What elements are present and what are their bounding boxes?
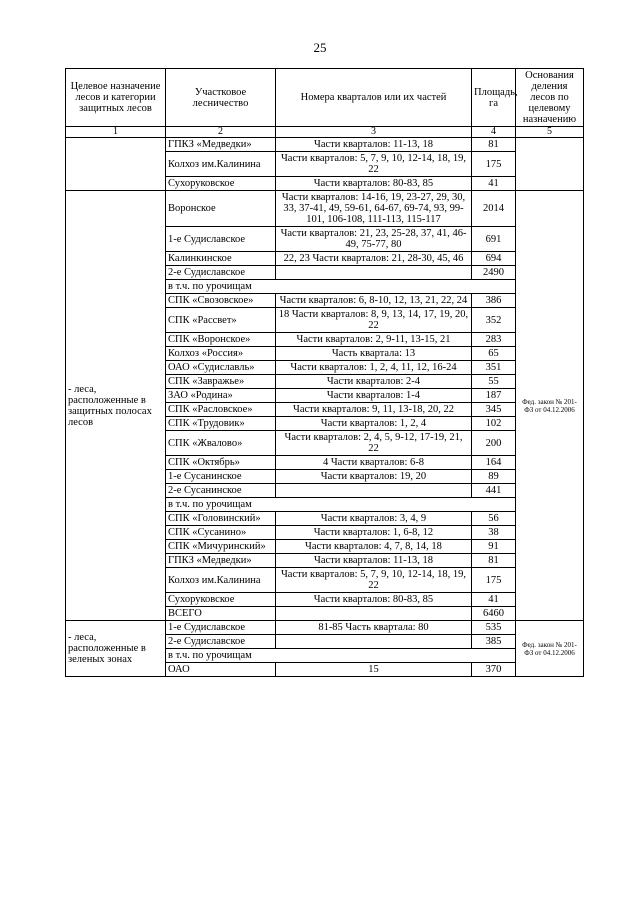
forestry-cell: ОАО «Судиславль» — [166, 361, 276, 375]
col-number: 1 — [66, 127, 166, 138]
quarters-cell: Части кварталов: 2-4 — [276, 375, 472, 389]
area-cell: 283 — [472, 333, 516, 347]
quarters-cell: 22, 23 Части кварталов: 21, 28-30, 45, 46 — [276, 252, 472, 266]
quarters-cell: Части кварталов: 2, 9-11, 13-15, 21 — [276, 333, 472, 347]
forestry-cell: Воронское — [166, 191, 276, 227]
category-cell — [66, 138, 166, 191]
area-cell: 441 — [472, 484, 516, 498]
quarters-cell — [276, 607, 472, 621]
forestry-cell: СПК «Свозовское» — [166, 294, 276, 308]
forestry-cell: СПК «Воронское» — [166, 333, 276, 347]
quarters-cell: Части кварталов: 11-13, 18 — [276, 138, 472, 152]
area-cell: 351 — [472, 361, 516, 375]
forestry-cell: ВСЕГО — [166, 607, 276, 621]
area-cell: 102 — [472, 417, 516, 431]
header-quarters: Номера кварталов или их частей — [276, 69, 472, 127]
quarters-cell: Части кварталов: 2, 4, 5, 9-12, 17-19, 21, 22 — [276, 431, 472, 456]
area-cell: 89 — [472, 470, 516, 484]
forestry-cell: 2-е Судиславское — [166, 635, 276, 649]
col-number: 5 — [516, 127, 584, 138]
forestry-cell: СПК «Сусанино» — [166, 526, 276, 540]
area-cell: 386 — [472, 294, 516, 308]
area-cell: 65 — [472, 347, 516, 361]
quarters-cell: 15 — [276, 663, 472, 677]
forest-table — [65, 68, 584, 677]
forestry-cell: Колхоз им.Калинина — [166, 152, 276, 177]
header-forestry: Участковое лесничество — [166, 69, 276, 127]
quarters-cell — [276, 484, 472, 498]
table-row — [66, 621, 584, 635]
subgroup-label: в т.ч. по урочищам — [166, 498, 516, 512]
forestry-cell: Калинкинское — [166, 252, 276, 266]
col-number: 3 — [276, 127, 472, 138]
area-cell: 56 — [472, 512, 516, 526]
quarters-cell: Часть квартала: 13 — [276, 347, 472, 361]
basis-cell — [516, 138, 584, 191]
forestry-cell: 2-е Судиславское — [166, 266, 276, 280]
forestry-cell: ЗАО «Родина» — [166, 389, 276, 403]
area-cell: 175 — [472, 152, 516, 177]
forestry-cell: СПК «Головинский» — [166, 512, 276, 526]
col-number: 2 — [166, 127, 276, 138]
area-cell: 535 — [472, 621, 516, 635]
forestry-cell: СПК «Октябрь» — [166, 456, 276, 470]
column-number-row — [66, 127, 584, 138]
forestry-cell: СПК «Расловское» — [166, 403, 276, 417]
quarters-cell: Части кварталов: 4, 7, 8, 14, 18 — [276, 540, 472, 554]
area-cell: 200 — [472, 431, 516, 456]
subgroup-label: в т.ч. по урочищам — [166, 280, 516, 294]
header-basis: Основания деления лесов по целевому назначению — [516, 69, 584, 127]
area-cell: 352 — [472, 308, 516, 333]
col-number: 4 — [472, 127, 516, 138]
forestry-cell: ГПКЗ «Медведки» — [166, 138, 276, 152]
quarters-cell — [276, 635, 472, 649]
table-row — [66, 191, 584, 227]
quarters-cell: 18 Части кварталов: 8, 9, 13, 14, 17, 19, 20, 22 — [276, 308, 472, 333]
quarters-cell: Части кварталов: 14-16, 19, 23-27, 29, 30, 33, 37-41, 49, 59-61, 64-67, 69-74, 93, 99-101, 106-108, 111-113, 115-117 — [276, 191, 472, 227]
forestry-cell: 2-е Сусанинское — [166, 484, 276, 498]
forestry-cell: СПК «Завражье» — [166, 375, 276, 389]
area-cell: 694 — [472, 252, 516, 266]
quarters-cell: Части кварталов: 1, 6-8, 12 — [276, 526, 472, 540]
area-cell: 175 — [472, 568, 516, 593]
basis-cell: Фед. закон № 201-ФЗ от 04.12.2006 — [516, 621, 584, 677]
category-cell: - леса, расположенные в защитных полосах лесов — [66, 191, 166, 621]
page-number: 25 — [313, 40, 327, 55]
forestry-cell: 1-е Сусанинское — [166, 470, 276, 484]
quarters-cell: Части кварталов: 1-4 — [276, 389, 472, 403]
forestry-cell: Сухоруковское — [166, 177, 276, 191]
header-row — [66, 69, 584, 127]
forestry-cell: Сухоруковское — [166, 593, 276, 607]
area-cell: 6460 — [472, 607, 516, 621]
quarters-cell: Части кварталов: 80-83, 85 — [276, 593, 472, 607]
quarters-cell: Части кварталов: 3, 4, 9 — [276, 512, 472, 526]
area-cell: 164 — [472, 456, 516, 470]
category-cell: - леса, расположенные в зеленых зонах — [66, 621, 166, 677]
table-body — [66, 138, 584, 677]
forestry-cell: СПК «Мичуринский» — [166, 540, 276, 554]
forestry-cell: Колхоз «Россия» — [166, 347, 276, 361]
quarters-cell: Части кварталов: 6, 8-10, 12, 13, 21, 22, 24 — [276, 294, 472, 308]
quarters-cell: Части кварталов: 1, 2, 4 — [276, 417, 472, 431]
quarters-cell: Части кварталов: 80-83, 85 — [276, 177, 472, 191]
basis-cell: Фед. закон № 201-ФЗ от 04.12.2006 — [516, 191, 584, 621]
area-cell: 691 — [472, 227, 516, 252]
quarters-cell: 4 Части кварталов: 6-8 — [276, 456, 472, 470]
area-cell: 41 — [472, 593, 516, 607]
area-cell: 41 — [472, 177, 516, 191]
forestry-cell: ГПКЗ «Медведки» — [166, 554, 276, 568]
subgroup-label: в т.ч. по урочищам — [166, 649, 516, 663]
forestry-cell: СПК «Жвалово» — [166, 431, 276, 456]
quarters-cell: Части кварталов: 9, 11, 13-18, 20, 22 — [276, 403, 472, 417]
quarters-cell: Части кварталов: 19, 20 — [276, 470, 472, 484]
forestry-cell: СПК «Трудовик» — [166, 417, 276, 431]
quarters-cell: Части кварталов: 11-13, 18 — [276, 554, 472, 568]
area-cell: 2490 — [472, 266, 516, 280]
quarters-cell: Части кварталов: 5, 7, 9, 10, 12-14, 18, 19, 22 — [276, 568, 472, 593]
area-cell: 91 — [472, 540, 516, 554]
area-cell: 38 — [472, 526, 516, 540]
forestry-cell: ОАО — [166, 663, 276, 677]
area-cell: 345 — [472, 403, 516, 417]
forestry-cell: 1-е Судиславское — [166, 621, 276, 635]
quarters-cell: Части кварталов: 5, 7, 9, 10, 12-14, 18, 19, 22 — [276, 152, 472, 177]
area-cell: 370 — [472, 663, 516, 677]
forestry-cell: 1-е Судиславское — [166, 227, 276, 252]
area-cell: 187 — [472, 389, 516, 403]
area-cell: 81 — [472, 138, 516, 152]
quarters-cell: Части кварталов: 1, 2, 4, 11, 12, 16-24 — [276, 361, 472, 375]
area-cell: 81 — [472, 554, 516, 568]
quarters-cell: 81-85 Часть квартала: 80 — [276, 621, 472, 635]
area-cell: 2014 — [472, 191, 516, 227]
area-cell: 55 — [472, 375, 516, 389]
header-purpose: Целевое назначение лесов и категории защитных лесов — [66, 69, 166, 127]
area-cell: 385 — [472, 635, 516, 649]
forestry-cell: Колхоз им.Калинина — [166, 568, 276, 593]
header-area: Площадь, га — [472, 69, 516, 127]
quarters-cell: Части кварталов: 21, 23, 25-28, 37, 41, 46-49, 75-77, 80 — [276, 227, 472, 252]
table-row — [66, 138, 584, 152]
forestry-cell: СПК «Рассвет» — [166, 308, 276, 333]
quarters-cell — [276, 266, 472, 280]
